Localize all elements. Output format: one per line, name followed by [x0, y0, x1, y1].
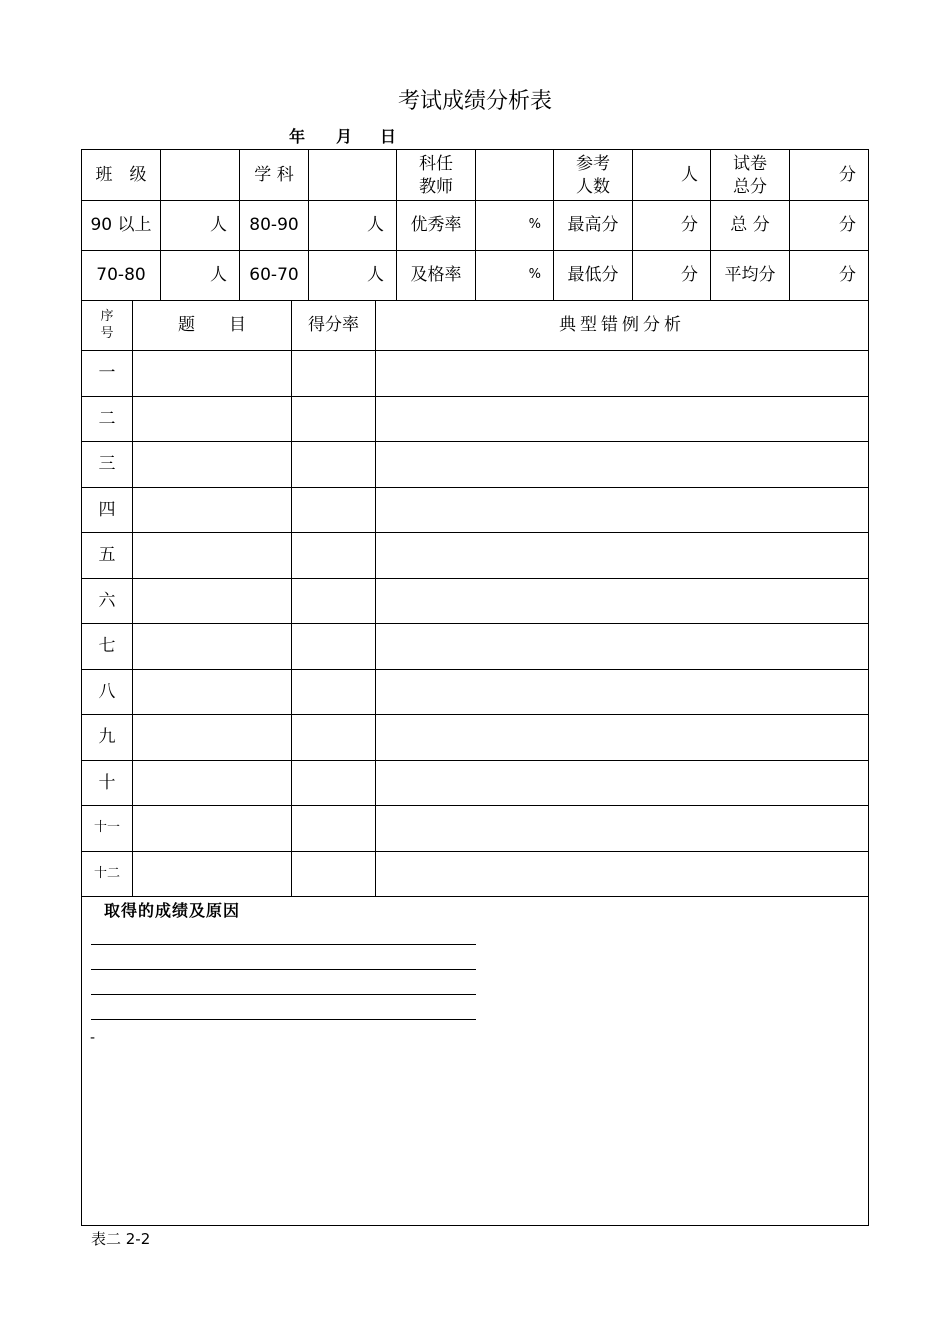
page-title: 考试成绩分析表: [397, 89, 552, 114]
rule-q8: [82, 714, 868, 715]
min-score-label: 最低分: [567, 265, 619, 286]
max-score-label: 最高分: [567, 215, 619, 236]
results-dash: -: [90, 1030, 96, 1046]
total-score-value[interactable]: 分: [839, 215, 856, 236]
results-line-2[interactable]: [91, 969, 476, 970]
min-score-value[interactable]: 分: [681, 265, 698, 286]
pass-rate-value[interactable]: %: [528, 267, 541, 283]
range-80-90-value[interactable]: 人: [367, 215, 384, 236]
avg-score-value[interactable]: 分: [839, 265, 856, 286]
results-heading: 取得的成绩及原因: [104, 901, 241, 920]
range-90-value[interactable]: 人: [210, 215, 227, 236]
range-90-label: 90 以上: [90, 215, 152, 236]
max-score-value[interactable]: 分: [681, 215, 698, 236]
teacher-value[interactable]: [476, 151, 553, 200]
question-header: 题 目: [178, 315, 246, 336]
rule-q3: [82, 487, 868, 488]
range-80-90-label: 80-90: [249, 215, 299, 236]
row-index: 三: [98, 454, 116, 475]
class-value[interactable]: [161, 151, 239, 200]
results-line-3[interactable]: [91, 994, 476, 995]
rule-analysis-col-1: [132, 300, 133, 896]
participants-label: 参考 人数: [576, 154, 610, 197]
rule-q12: [82, 896, 868, 897]
rule-q5: [82, 578, 868, 579]
subject-label: 学 科: [254, 165, 294, 186]
rule-analysis-col-2: [291, 300, 292, 896]
participants-value[interactable]: 人: [681, 165, 698, 186]
rule-q2: [82, 441, 868, 442]
class-label: 班 级: [95, 165, 147, 186]
rule-q9: [82, 760, 868, 761]
avg-score-label: 平均分: [724, 265, 776, 286]
excellent-rate-label: 优秀率: [410, 215, 462, 236]
row-index: 九: [98, 727, 116, 748]
date-year-label: 年: [289, 127, 306, 146]
date-month-label: 月: [336, 127, 353, 146]
paper-total-value[interactable]: 分: [839, 165, 856, 186]
row-index: 四: [98, 499, 116, 520]
excellent-rate-value[interactable]: %: [528, 217, 541, 233]
row-index: 十一: [93, 820, 120, 836]
date-day-label: 日: [380, 127, 397, 146]
row-index: 六: [98, 590, 116, 611]
row-index: 八: [98, 681, 116, 702]
rule-q6: [82, 623, 868, 624]
row-index: 十: [98, 772, 116, 793]
subject-value[interactable]: [309, 151, 396, 200]
results-line-1[interactable]: [91, 944, 476, 945]
row-index: 二: [98, 408, 116, 429]
teacher-label: 科任 教师: [419, 154, 453, 197]
form-number: 表二 2-2: [91, 1230, 151, 1248]
rule-q10: [82, 805, 868, 806]
total-score-label: 总 分: [730, 215, 770, 236]
rule-q4: [82, 532, 868, 533]
range-70-80-value[interactable]: 人: [210, 265, 227, 286]
row-index: 十二: [93, 865, 120, 881]
paper-total-label: 试卷 总分: [733, 154, 767, 197]
rule-q7: [82, 669, 868, 670]
rule-header-bottom: [82, 350, 868, 351]
rule-analysis-col-3: [375, 300, 376, 896]
rule-q1: [82, 396, 868, 397]
pass-rate-label: 及格率: [410, 265, 462, 286]
results-line-4[interactable]: [91, 1019, 476, 1020]
typical-errors-header: 典型错例分析: [559, 315, 685, 336]
score-rate-header: 得分率: [308, 315, 359, 336]
row-index: 五: [98, 545, 116, 566]
range-60-70-label: 60-70: [249, 265, 299, 286]
range-60-70-value[interactable]: 人: [367, 265, 384, 286]
range-70-80-label: 70-80: [96, 265, 146, 286]
index-header: 序 号: [100, 309, 114, 341]
rule-q11: [82, 851, 868, 852]
row-index: 一: [98, 363, 116, 384]
row-index: 七: [98, 636, 116, 657]
